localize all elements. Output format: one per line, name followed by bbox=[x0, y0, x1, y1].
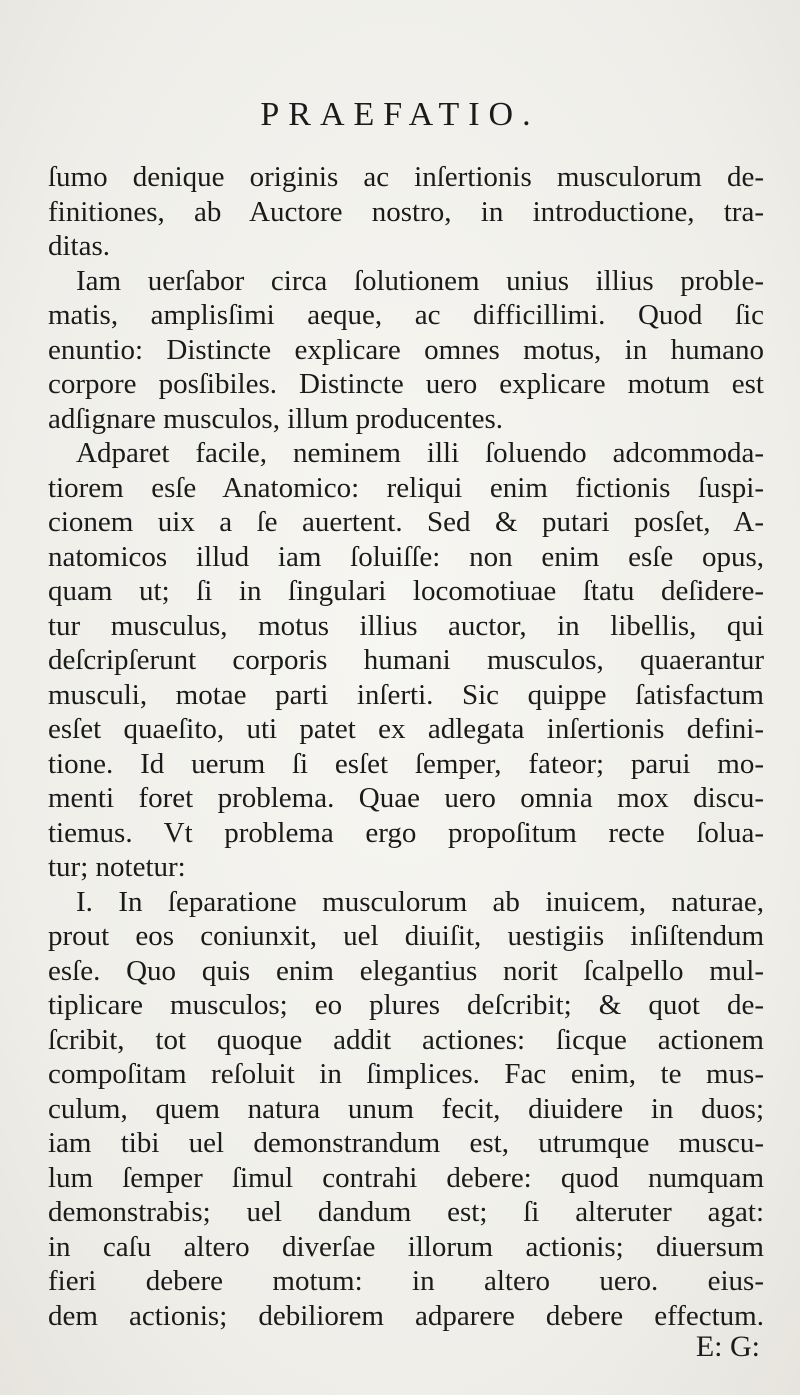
text-line: prout eos coniunxit, uel diuiſit, uestigiis inſiſtendum bbox=[48, 920, 764, 952]
text-line: lum ſemper ſimul contrahi debere: quod numquam bbox=[48, 1161, 764, 1194]
text-line: tiemus. Vt problema ergo propoſitum recte ſolua- bbox=[48, 816, 764, 849]
text-line: tur; notetur: bbox=[48, 851, 186, 883]
text-line: natomicos illud iam ſoluiſſe: non enim esſe opus, bbox=[48, 540, 764, 573]
text-line: finitiones, ab Auctore nostro, in introductione, tra- bbox=[48, 195, 764, 228]
text-line: quam ut; ſi in ſingulari locomotiuae ſtatu deſidere- bbox=[48, 575, 764, 607]
text-line: deſcripſerunt corporis humani musculos, quaerantur bbox=[48, 644, 764, 676]
running-head: PRAEFATIO. bbox=[260, 96, 540, 133]
text-line: musculi, motae parti inſerti. Sic quippe ſatisfactum bbox=[48, 678, 764, 711]
text-line: Adparet facile, neminem illi ſoluendo adcommoda- bbox=[76, 437, 764, 469]
text-line: esſe. Quo quis enim elegantius norit ſcalpello mul- bbox=[48, 954, 764, 987]
text-line: matis, amplisſimi aeque, ac difficillimi. Quod ſic bbox=[48, 299, 764, 331]
text-line: dem actionis; debiliorem adparere debere effectum. bbox=[48, 1299, 764, 1332]
text-line: demonstrabis; uel dandum est; ſi alteruter agat: bbox=[48, 1196, 764, 1228]
text-line: compoſitam reſoluit in ſimplices. Fac enim, te mus- bbox=[48, 1058, 764, 1090]
text-line: adſignare musculos, illum producentes. bbox=[48, 402, 504, 435]
catchword: E: G: bbox=[695, 1330, 760, 1363]
text-line: Iam uerſabor circa ſolutionem unius illius proble- bbox=[76, 264, 764, 297]
text-line: ditas. bbox=[48, 230, 111, 262]
text-line: iam tibi uel demonstrandum est, utrumque muscu- bbox=[48, 1127, 764, 1159]
text-line: tiorem esſe Anatomico: reliqui enim fictionis ſuspi- bbox=[48, 471, 764, 504]
text-line: esſet quaeſito, uti patet ex adlegata inſertionis defini- bbox=[48, 713, 764, 745]
text-line: I. In ſeparatione musculorum ab inuicem, naturae, bbox=[76, 885, 764, 918]
text-line: culum, quem natura unum fecit, diuidere in duos; bbox=[48, 1092, 764, 1125]
text-line: ſcribit, tot quoque addit actiones: ſicque actionem bbox=[48, 1023, 764, 1056]
text-line: enuntio: Distincte explicare omnes motus, in humano bbox=[48, 333, 764, 366]
text-line: corpore posſibiles. Distincte uero explicare motum est bbox=[48, 368, 764, 400]
text-line: fieri debere motum: in altero uero. eius- bbox=[48, 1265, 764, 1297]
text-line: cionem uix a ſe auertent. Sed & putari posſet, A- bbox=[48, 506, 764, 538]
text-line: tione. Id uerum ſi esſet ſemper, fateor; parui mo- bbox=[48, 747, 764, 780]
text-line: tur musculus, motus illius auctor, in libellis, qui bbox=[48, 609, 764, 642]
body-text bbox=[48, 160, 764, 1333]
text-line: in caſu altero diverſae illorum actionis; diuersum bbox=[48, 1230, 764, 1263]
text-line: ſumo denique originis ac inſertionis musculorum de- bbox=[48, 161, 764, 193]
text-line: tiplicare musculos; eo plures deſcribit; & quot de- bbox=[48, 989, 764, 1021]
text-line: menti foret problema. Quae uero omnia mox discu- bbox=[48, 782, 764, 814]
